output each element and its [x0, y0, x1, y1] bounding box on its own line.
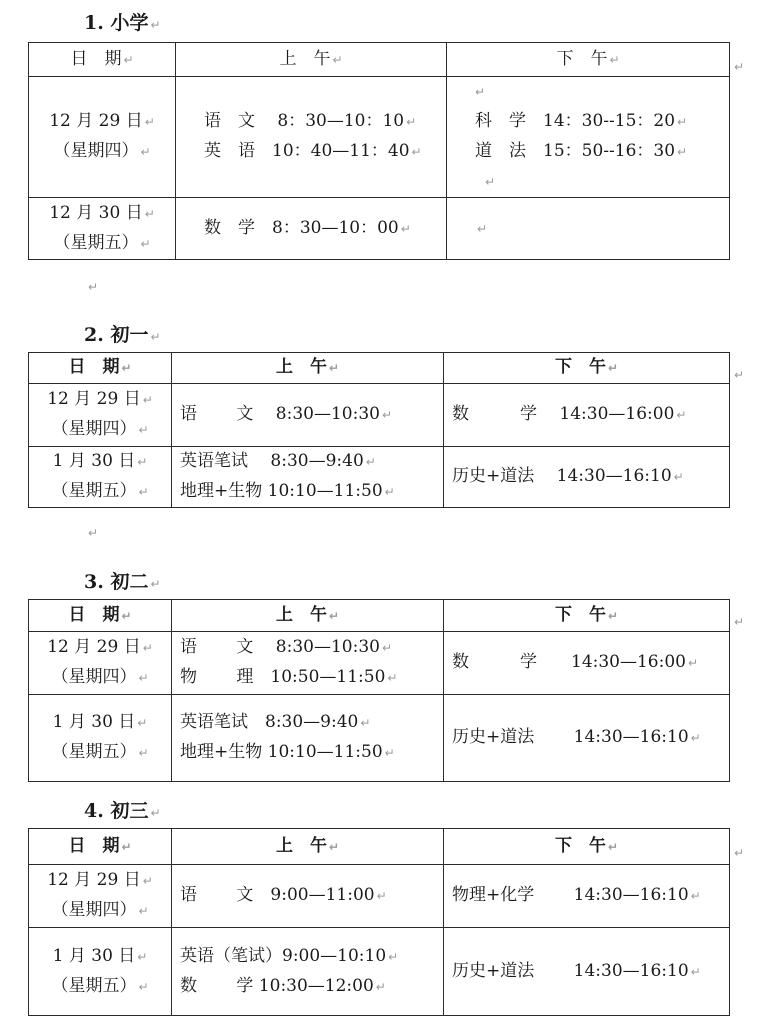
schedule-table-grade9: [28, 828, 730, 1016]
am-cell: 语 文 8：30—10：10 ↵ 英 语 10：40—11：40 ↵: [176, 77, 447, 198]
pm-cell: 数 学 14:30—16:00 ↵: [444, 384, 730, 447]
schedule-table-grade7: [28, 352, 730, 508]
date-cell: 12 月 29 日 ↵ （星期四） ↵: [29, 77, 176, 198]
am-cell: 英语笔试 8:30—9:40 ↵ 地理+生物 10:10—11:50 ↵: [172, 447, 444, 508]
am-cell: 语 文 9:00—11:00 ↵: [172, 865, 444, 928]
return-mark-icon: ↵: [734, 60, 745, 74]
section-title-grade7: 2. 初一 ↵: [84, 324, 161, 346]
pm-cell: 历史+道法 14:30—16:10 ↵: [444, 695, 730, 782]
section-title-grade9: 4. 初三 ↵: [84, 800, 161, 822]
return-mark-icon: ↵: [734, 846, 745, 860]
return-mark-icon: ↵: [150, 18, 161, 32]
date-cell: 12 月 29 日 ↵ （星期四） ↵: [29, 865, 172, 928]
am-cell: 语 文 8:30—10:30 ↵: [172, 384, 444, 447]
header-am: 上 午 ↵: [172, 353, 444, 384]
schedule-table-primary: [28, 42, 730, 260]
am-cell: 英语（笔试）9:00—10:10 ↵ 数 学 10:30—12:00 ↵: [172, 928, 444, 1016]
am-cell: 英语笔试 8:30—9:40 ↵ 地理+生物 10:10—11:50 ↵: [172, 695, 444, 782]
date-cell: 1 月 30 日 ↵ （星期五） ↵: [29, 447, 172, 508]
pm-cell: 物理+化学 14:30—16:10 ↵: [444, 865, 730, 928]
header-date: 日 期 ↵: [29, 43, 176, 77]
header-date: 日 期 ↵: [29, 353, 172, 384]
date-cell: 1 月 30 日 ↵ （星期五） ↵: [29, 928, 172, 1016]
header-date: 日 期 ↵: [29, 829, 172, 865]
header-pm: 下 午 ↵: [444, 600, 730, 632]
schedule-table-grade8: [28, 599, 730, 782]
header-am: 上 午 ↵: [176, 43, 447, 77]
return-mark-icon: ↵: [734, 615, 745, 629]
return-mark-icon: ↵: [88, 280, 99, 294]
header-pm: 下 午 ↵: [444, 829, 730, 865]
pm-cell: 历史+道法 14:30—16:10 ↵: [444, 447, 730, 508]
section-title-primary: 1. 小学 ↵: [84, 12, 161, 34]
am-cell: 语 文 8:30—10:30 ↵ 物 理 10:50—11:50 ↵: [172, 632, 444, 695]
header-pm: 下 午 ↵: [444, 353, 730, 384]
pm-cell: ↵ 科 学 14：30--15：20 ↵ 道 法 15：50--16：30 ↵ ↵: [447, 77, 730, 198]
section-title-grade8: 3. 初二 ↵: [84, 571, 161, 593]
pm-cell: 历史+道法 14:30—16:10 ↵: [444, 928, 730, 1016]
pm-cell: ↵: [447, 198, 730, 260]
am-cell: 数 学 8：30—10：00 ↵: [176, 198, 447, 260]
date-cell: 1 月 30 日 ↵ （星期五） ↵: [29, 695, 172, 782]
date-cell: 12 月 29 日 ↵ （星期四） ↵: [29, 632, 172, 695]
header-date: 日 期 ↵: [29, 600, 172, 632]
header-am: 上 午 ↵: [172, 600, 444, 632]
return-mark-icon: ↵: [734, 368, 745, 382]
return-mark-icon: ↵: [88, 526, 99, 540]
header-pm: 下 午 ↵: [447, 43, 730, 77]
date-cell: 12 月 29 日 ↵ （星期四） ↵: [29, 384, 172, 447]
date-cell: 12 月 30 日 ↵ （星期五） ↵: [29, 198, 176, 260]
pm-cell: 数 学 14:30—16:00 ↵: [444, 632, 730, 695]
header-am: 上 午 ↵: [172, 829, 444, 865]
